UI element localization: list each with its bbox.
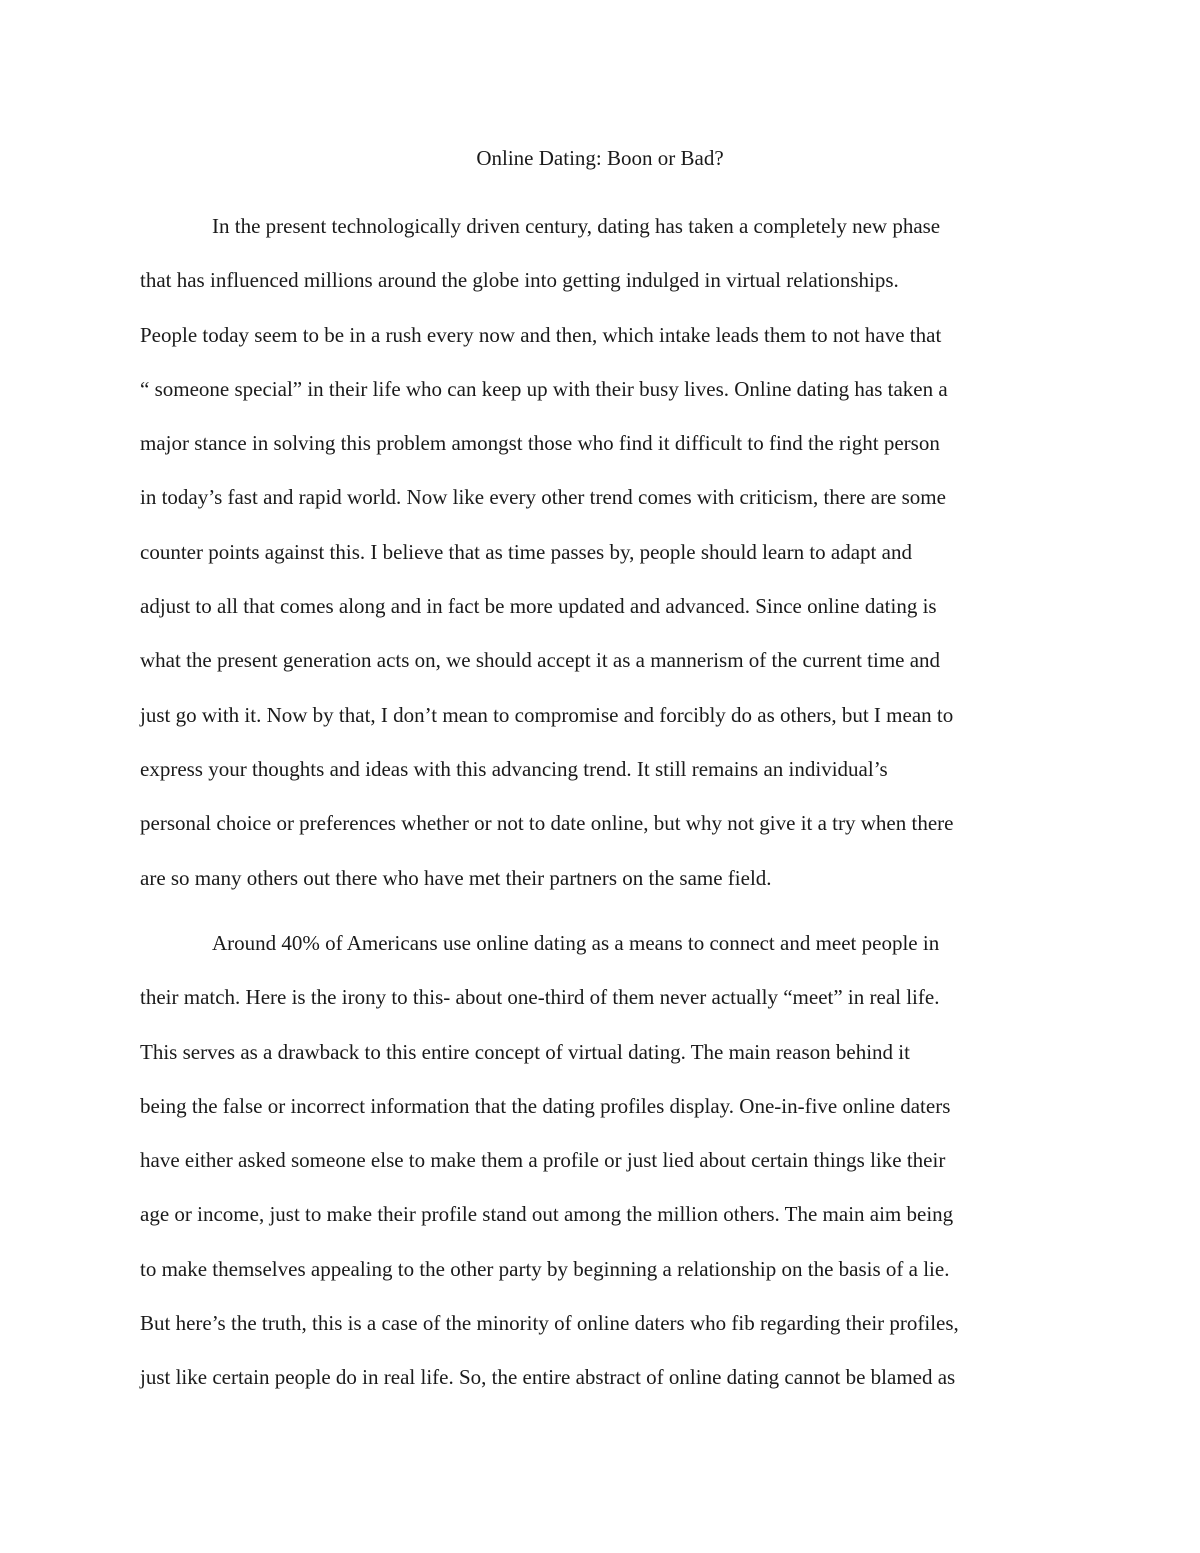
- paragraph-line: personal choice or preferences whether or not to date online, but why not give it a try when there: [140, 811, 954, 836]
- paragraph-line: But here’s the truth, this is a case of the minority of online daters who fib regarding their profiles,: [140, 1311, 959, 1336]
- paragraph-line: in today’s fast and rapid world. Now like every other trend comes with criticism, there are some: [140, 485, 946, 510]
- paragraph-line: age or income, just to make their profile stand out among the million others. The main aim being: [140, 1202, 954, 1227]
- essay-title: Online Dating: Boon or Bad?: [476, 146, 724, 170]
- paragraph-line: just go with it. Now by that, I don’t mean to compromise and forcibly do as others, but I mean to: [140, 702, 954, 727]
- paragraph-line: major stance in solving this problem amongst those who find it difficult to find the right person: [140, 431, 940, 456]
- paragraph-line: their match. Here is the irony to this- about one-third of them never actually “meet” in real life.: [140, 985, 940, 1010]
- paragraph-line: Around 40% of Americans use online dating as a means to connect and meet people in: [212, 931, 940, 955]
- paragraph-line: “ someone special” in their life who can keep up with their busy lives. Online dating has taken a: [140, 376, 948, 401]
- paragraph-1: [140, 212, 1065, 918]
- paragraph-line: People today seem to be in a rush every now and then, which intake leads them to not have that: [140, 322, 942, 347]
- paragraph-line: are so many others out there who have met their partners on the same field.: [140, 865, 772, 890]
- paragraph-line: to make themselves appealing to the other party by beginning a relationship on the basis of a lie.: [140, 1256, 950, 1281]
- paragraph-line: In the present technologically driven century, dating has taken a completely new phase: [212, 214, 941, 238]
- paragraph-line: counter points against this. I believe that as time passes by, people should learn to adapt and: [140, 539, 912, 564]
- paragraph-line: adjust to all that comes along and in fact be more updated and advanced. Since online dating is: [140, 594, 937, 619]
- paragraph-line: that has influenced millions around the globe into getting indulged in virtual relationships.: [140, 268, 899, 293]
- paragraph-line: just like certain people do in real life. So, the entire abstract of online dating cannot be blamed as: [140, 1365, 956, 1390]
- paragraph-line: This serves as a drawback to this entire concept of virtual dating. The main reason behind it: [140, 1039, 910, 1064]
- paragraph-line: being the false or incorrect information that the dating profiles display. One-in-five online daters: [140, 1093, 951, 1118]
- paragraph-2: [140, 929, 1065, 1418]
- paragraph-line: what the present generation acts on, we should accept it as a mannerism of the current time and: [140, 648, 941, 673]
- paragraph-line: have either asked someone else to make them a profile or just lied about certain things like their: [140, 1148, 946, 1173]
- paragraph-line: express your thoughts and ideas with this advancing trend. It still remains an individual’s: [140, 756, 888, 781]
